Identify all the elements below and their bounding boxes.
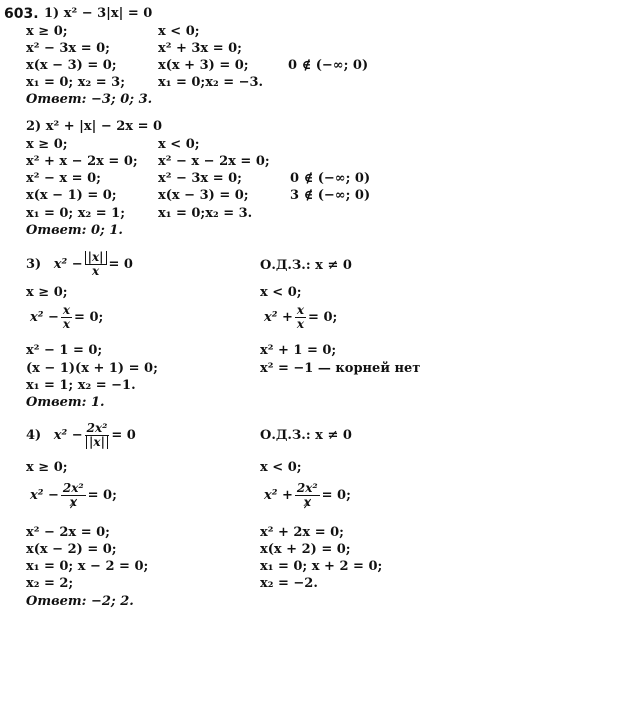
fraction-numerator: 2x² bbox=[86, 421, 108, 435]
part2-left-line: x² + x − 2x = 0; bbox=[26, 154, 138, 169]
fraction-numerator: 2x² bbox=[62, 481, 84, 495]
part4-left-cond: x ≥ 0; bbox=[26, 460, 68, 475]
part1-right-line: x < 0; bbox=[158, 24, 200, 39]
part1-left-line: x² − 3x = 0; bbox=[26, 41, 110, 56]
part3-answer: Ответ: 1. bbox=[26, 395, 105, 410]
part2-left-line: x ≥ 0; bbox=[26, 137, 68, 152]
fraction-lhs: x² + bbox=[264, 488, 293, 503]
fraction-denominator-cancelled: x bbox=[69, 495, 77, 509]
problem-number: 603. bbox=[4, 6, 39, 22]
part4-right-fraction-line bbox=[264, 482, 351, 509]
part2-note: 3 ∉ (−∞; 0) bbox=[290, 188, 371, 203]
part1-right-line: x² + 3x = 0; bbox=[158, 41, 242, 56]
part4-label: 4) bbox=[26, 428, 42, 443]
fraction-numerator: |x| bbox=[85, 251, 107, 265]
part2-right-line: x(x − 3) = 0; bbox=[158, 188, 249, 203]
part3-left-cond: x ≥ 0; bbox=[26, 285, 68, 300]
part1-left-line: x₁ = 0; x₂ = 3; bbox=[26, 75, 125, 90]
part4-left-line: x₁ = 0; x − 2 = 0; bbox=[26, 559, 149, 574]
part2-left-line: x₁ = 0; x₂ = 1; bbox=[26, 206, 125, 221]
part4-right-line: x₁ = 0; x + 2 = 0; bbox=[260, 559, 383, 574]
part2-right-line: x < 0; bbox=[158, 137, 200, 152]
part2-header: 2) x² + |x| − 2x = 0 bbox=[26, 119, 163, 134]
part3-left-line: x² − 1 = 0; bbox=[26, 343, 103, 358]
fraction-numerator: x bbox=[62, 303, 71, 317]
fraction-lhs: x² + bbox=[264, 310, 293, 325]
part3-right-line: x² = −1 — корней нет bbox=[260, 361, 421, 376]
part2-left-line: x(x − 1) = 0; bbox=[26, 188, 117, 203]
part4-header bbox=[26, 422, 136, 449]
part3-header-fraction bbox=[85, 251, 107, 278]
part3-left-line: (x − 1)(x + 1) = 0; bbox=[26, 361, 158, 376]
part4-left-line: x₂ = 2; bbox=[26, 576, 74, 591]
part3-header bbox=[26, 251, 133, 278]
part1-header: 1) x² − 3|x| = 0 bbox=[44, 6, 153, 21]
fraction-rhs: = 0; bbox=[87, 488, 117, 503]
part1-right-line: x₁ = 0;x₂ = −3. bbox=[158, 75, 264, 90]
fraction-rhs: = 0; bbox=[321, 488, 351, 503]
part2-right-line: x₁ = 0;x₂ = 3. bbox=[158, 206, 253, 221]
fraction-numerator: 2x² bbox=[296, 481, 318, 495]
part1-answer: Ответ: −3; 0; 3. bbox=[26, 92, 153, 107]
part3-odz: О.Д.З.: x ≠ 0 bbox=[260, 258, 352, 273]
fraction bbox=[61, 482, 86, 509]
fraction bbox=[295, 304, 306, 331]
part4-header-lhs: x² − bbox=[53, 428, 83, 443]
fraction-lhs: x² − bbox=[30, 488, 59, 503]
fraction-denominator: x bbox=[62, 317, 71, 331]
fraction-denominator: x bbox=[91, 264, 100, 278]
part2-right-line: x² − 3x = 0; bbox=[158, 171, 242, 186]
part1-note: 0 ∉ (−∞; 0) bbox=[288, 58, 369, 73]
fraction-rhs: = 0; bbox=[74, 310, 104, 325]
part4-odz: О.Д.З.: x ≠ 0 bbox=[260, 428, 352, 443]
fraction-denominator-cancelled: x bbox=[303, 495, 311, 509]
part3-right-line: x² + 1 = 0; bbox=[260, 343, 337, 358]
part4-right-line: x₂ = −2. bbox=[260, 576, 318, 591]
part2-right-line: x² − x − 2x = 0; bbox=[158, 154, 270, 169]
part3-left-line: x₁ = 1; x₂ = −1. bbox=[26, 378, 136, 393]
part3-right-fraction-line bbox=[264, 304, 337, 331]
part4-right-line: x² + 2x = 0; bbox=[260, 525, 344, 540]
fraction bbox=[61, 304, 72, 331]
part2-answer: Ответ: 0; 1. bbox=[26, 223, 123, 238]
fraction-rhs: = 0; bbox=[308, 310, 338, 325]
part1-right-line: x(x + 3) = 0; bbox=[158, 58, 249, 73]
part4-answer: Ответ: −2; 2. bbox=[26, 594, 134, 609]
fraction-numerator: x bbox=[296, 303, 305, 317]
part4-header-fraction bbox=[85, 422, 110, 449]
part4-right-line: x(x + 2) = 0; bbox=[260, 542, 351, 557]
fraction-denominator: x bbox=[296, 317, 305, 331]
part3-left-fraction-line bbox=[30, 304, 103, 331]
fraction-lhs: x² − bbox=[30, 310, 59, 325]
part4-left-line: x² − 2x = 0; bbox=[26, 525, 110, 540]
part4-left-line: x(x − 2) = 0; bbox=[26, 542, 117, 557]
part4-header-rhs: = 0 bbox=[111, 428, 136, 443]
part2-note: 0 ∉ (−∞; 0) bbox=[290, 171, 371, 186]
part3-label: 3) bbox=[26, 257, 42, 272]
fraction-denominator: |x| bbox=[86, 436, 108, 449]
part1-left-line: x(x − 3) = 0; bbox=[26, 58, 117, 73]
fraction bbox=[295, 482, 320, 509]
part4-right-cond: x < 0; bbox=[260, 460, 302, 475]
part3-header-lhs: x² − bbox=[53, 257, 83, 272]
part3-header-rhs: = 0 bbox=[108, 257, 133, 272]
part1-left-line: x ≥ 0; bbox=[26, 24, 68, 39]
part3-right-cond: x < 0; bbox=[260, 285, 302, 300]
part2-left-line: x² − x = 0; bbox=[26, 171, 101, 186]
part4-left-fraction-line bbox=[30, 482, 117, 509]
